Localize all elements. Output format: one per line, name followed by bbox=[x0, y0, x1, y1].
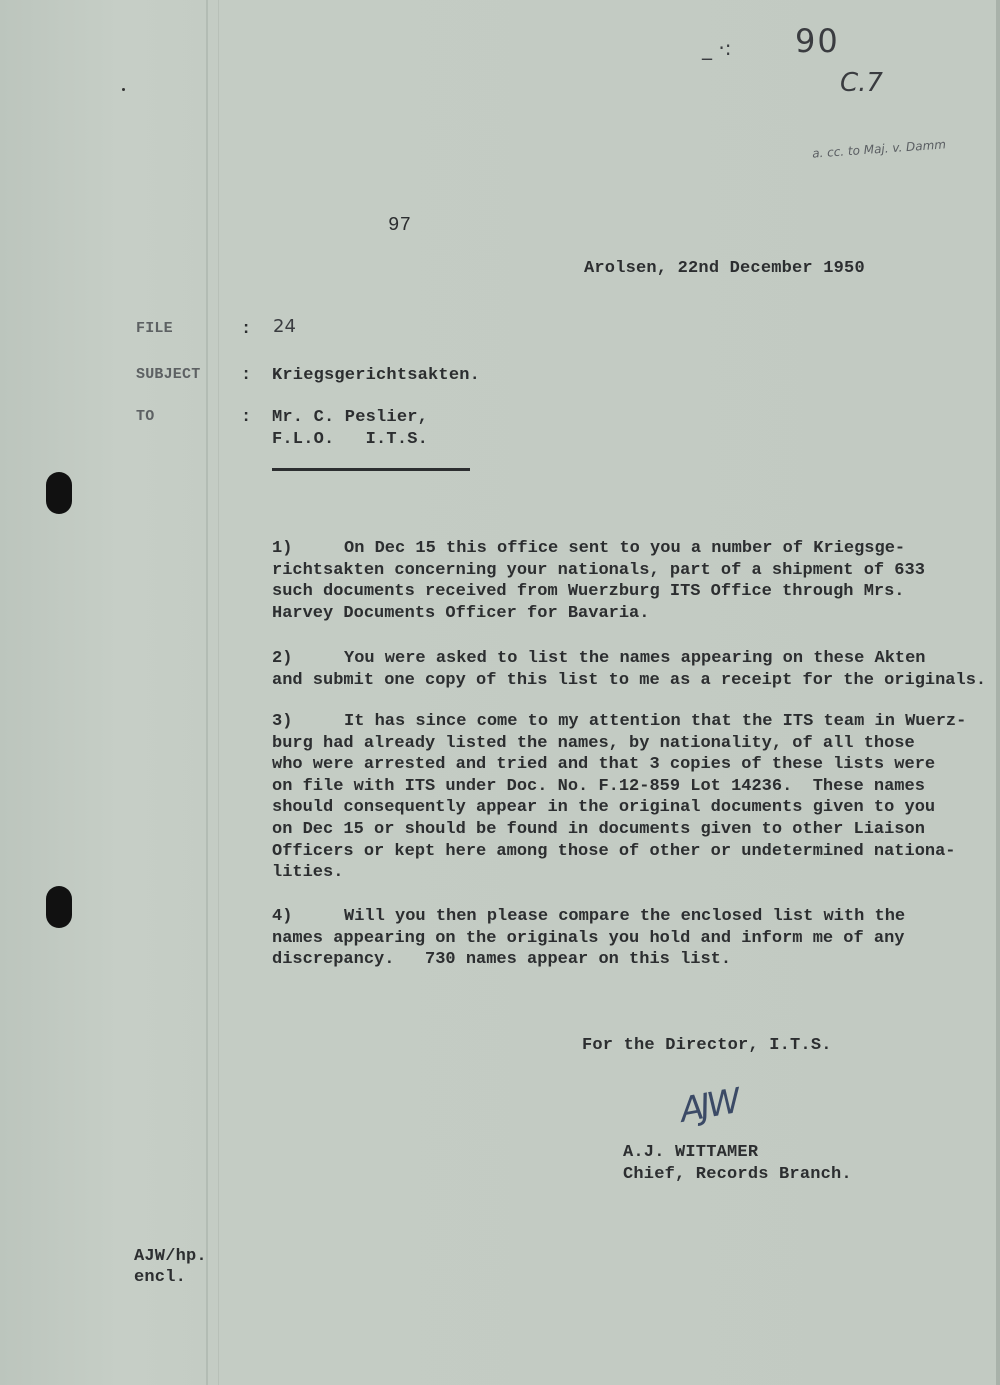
paragraph-line: discrepancy. 730 names appear on this list. bbox=[272, 950, 732, 970]
paragraph-line: 4) Will you then please compare the enclosed list with the bbox=[272, 907, 906, 926]
signatory-name: A.J. WITTAMER bbox=[623, 1143, 759, 1162]
paragraph-1 bbox=[272, 538, 925, 624]
paragraph-line: who were arrested and tried and that 3 copies of these lists were bbox=[272, 755, 936, 775]
paragraph-line: lities. bbox=[272, 863, 344, 883]
paragraph-3 bbox=[272, 711, 966, 884]
subject-label: SUBJECT bbox=[136, 366, 201, 383]
file-colon: : bbox=[241, 320, 252, 339]
enclosure-note: encl. bbox=[134, 1268, 187, 1287]
page-number: 97 bbox=[388, 214, 412, 236]
punch-hole-bottom bbox=[46, 886, 72, 928]
paragraph-line: such documents received from Wuerzburg ITS Office through Mrs. bbox=[272, 582, 905, 602]
to-recipient-name: Mr. C. Peslier, bbox=[272, 408, 429, 427]
paragraph-line: 2) You were asked to list the names appearing on these Akten bbox=[272, 649, 926, 668]
punch-hole-top bbox=[46, 472, 72, 514]
page-edge bbox=[996, 0, 1000, 1385]
subject-colon: : bbox=[241, 366, 252, 385]
reference-initials: AJW/hp. bbox=[134, 1247, 207, 1266]
paragraph-number: 1) bbox=[272, 539, 293, 558]
paragraph-line: and submit one copy of this list to me as a receipt for the originals. bbox=[272, 670, 987, 690]
handwritten-note: a. cc. to Maj. v. Damm bbox=[811, 137, 947, 161]
to-colon: : bbox=[241, 408, 252, 427]
paragraph-line: richtsakten concerning your nationals, part of a shipment of 633 bbox=[272, 560, 925, 580]
file-value: 24 bbox=[273, 316, 296, 337]
paragraph-line: on Dec 15 or should be found in documents given to other Liaison bbox=[272, 819, 925, 839]
paragraph-line: 3) It has since come to my attention that the ITS team in Wuerz- bbox=[272, 712, 967, 731]
to-recipient-office: F.L.O. I.T.S. bbox=[272, 430, 429, 449]
paragraph-line: on file with ITS under Doc. No. F.12-859 Lot 14236. These names bbox=[272, 776, 925, 796]
paragraph-number: 2) bbox=[272, 649, 293, 668]
signature: AJW bbox=[676, 1081, 741, 1131]
paragraph-line: Officers or kept here among those of other or undetermined nationa- bbox=[272, 841, 956, 861]
paragraph-line: should consequently appear in the original documents given to you bbox=[272, 798, 936, 818]
fold-line-secondary bbox=[218, 0, 219, 1385]
paragraph-4 bbox=[272, 906, 905, 971]
paragraph-number: 4) bbox=[272, 907, 293, 926]
paragraph-line: burg had already listed the names, by nationality, of all those bbox=[272, 733, 915, 753]
closing-for-line: For the Director, I.T.S. bbox=[582, 1036, 832, 1055]
place-date: Arolsen, 22nd December 1950 bbox=[584, 259, 865, 278]
archive-dash-mark: _ ·: bbox=[702, 36, 732, 60]
dust-speck bbox=[122, 88, 125, 91]
subject-value: Kriegsgerichtsakten. bbox=[272, 366, 481, 385]
header-divider bbox=[272, 468, 470, 471]
paragraph-2 bbox=[272, 648, 986, 691]
paragraph-line: names appearing on the originals you hold and inform me of any bbox=[272, 928, 905, 948]
signatory-title: Chief, Records Branch. bbox=[623, 1165, 852, 1184]
paragraph-line: Harvey Documents Officer for Bavaria. bbox=[272, 603, 650, 623]
file-label: FILE bbox=[136, 320, 173, 337]
archive-number: 90 bbox=[795, 22, 840, 60]
to-label: TO bbox=[136, 408, 155, 425]
paragraph-number: 3) bbox=[272, 712, 293, 731]
fold-line bbox=[206, 0, 208, 1385]
archive-code: C.7 bbox=[840, 68, 883, 98]
paragraph-line: 1) On Dec 15 this office sent to you a number of Kriegsge- bbox=[272, 539, 906, 558]
